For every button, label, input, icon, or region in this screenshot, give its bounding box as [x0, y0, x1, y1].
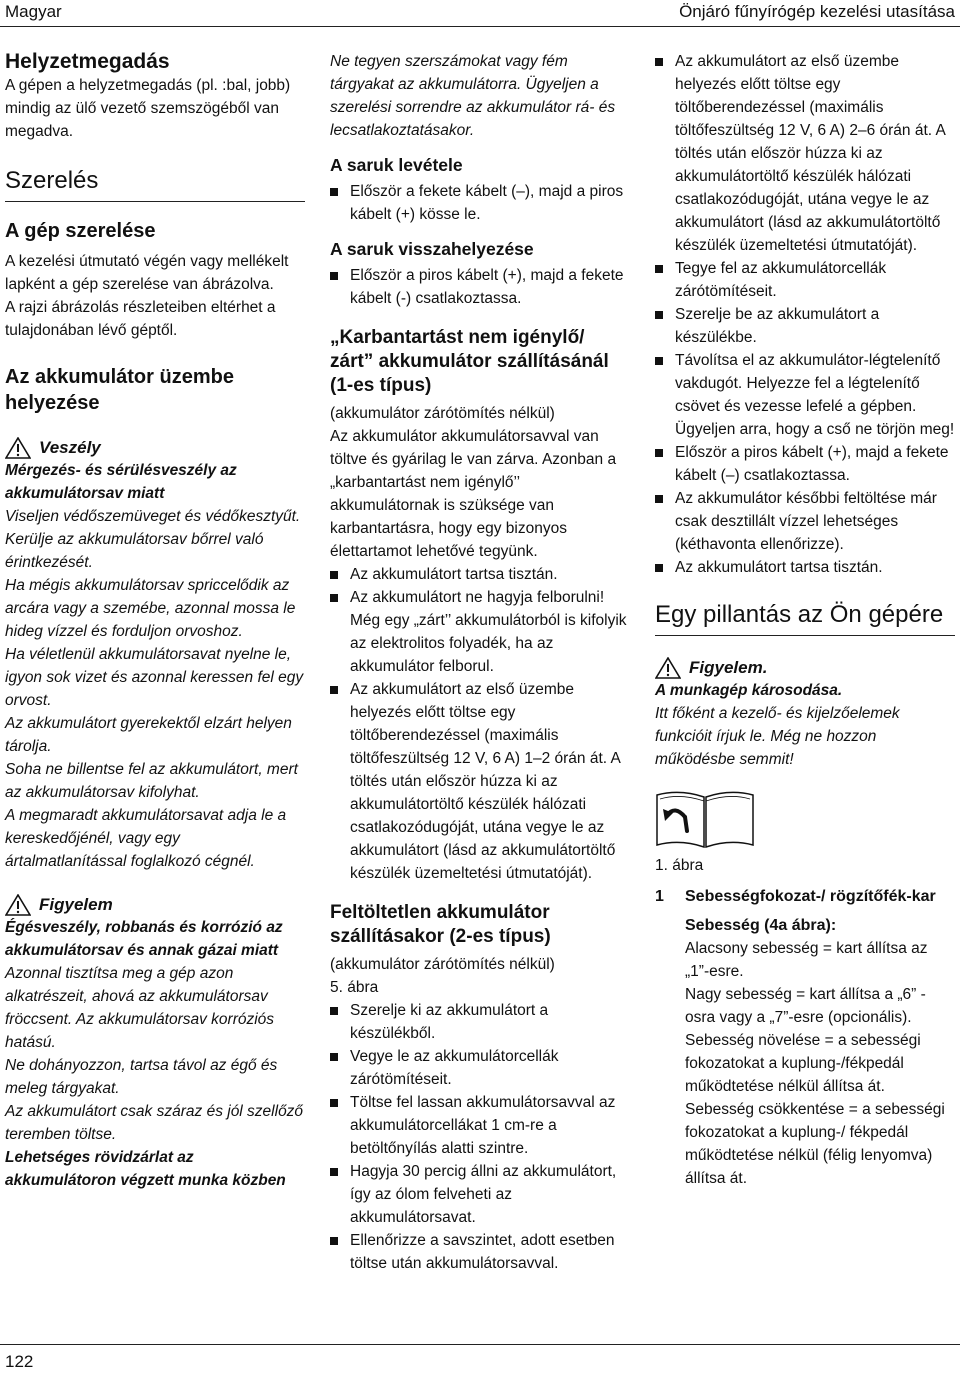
list-item: Szerelje be az akkumulátort a készülékbe.: [655, 303, 955, 349]
warning-triangle-icon: [655, 657, 681, 679]
warning-triangle-icon: [5, 437, 31, 459]
figure-ref-5: 5. ábra: [330, 979, 379, 996]
warning-triangle-icon: [5, 894, 31, 916]
warning-text: Ne dohányozzon, tartsa távol az égő és meleg tárgyakat.: [5, 1057, 278, 1097]
figure-ref-1: 1. ábra: [655, 857, 704, 874]
list-item: Az akkumulátor későbbi feltöltése már csak desztillált vízzel lehetséges (kéthavonta ellenőrizze).: [655, 487, 955, 556]
page-number: 122: [5, 1352, 34, 1371]
heading-saruk-levetele: A saruk levétele: [330, 155, 463, 175]
warning-text: Ha véletlenül akkumulátorsavat nyelne le, igyon sok vizet és azonnal keressen fel egy orvost.: [5, 646, 304, 709]
heading-uncharged: Feltöltetlen akkumulátor szállításakor (2-es típus): [330, 902, 551, 947]
item-number: 1: [655, 888, 664, 905]
warning-danger-label: Veszély: [39, 438, 101, 457]
heading-saruk-visszahelyezese: A saruk visszahelyezése: [330, 239, 534, 259]
column-3: [655, 50, 955, 1190]
paragraph-position: A gépen a helyzetmegadás (pl. :bal, jobb) mindig az ülő vezető szemszögéből van megadva.: [5, 77, 291, 140]
warning-caution: [5, 893, 305, 916]
list-item: Az akkumulátort ne hagyja felborulni! Még egy „zárt’’ akkumulátorból is kifolyik az elektrolitos folyadék, ha az akkumulátor felborul.: [330, 586, 630, 678]
warning-text: Azonnal tisztítsa meg a gép azon alkatrészeit, ahová az akkumulátorsav fröccsent. Az akkumulátorsav korróziós hatású.: [5, 965, 275, 1051]
warning-danger-title: Mérgezés- és sérülésveszély az akkumulátorsav miatt: [5, 462, 237, 502]
paragraph-assembly-2: A rajzi ábrázolás részleteiben eltérhet a tulajdonában lévő géptől.: [5, 299, 276, 339]
item-title: Sebességfokozat-/ rögzítőfék-kar: [685, 888, 936, 905]
paragraph-assembly-1: A kezelési útmutató végén vagy mellékelt lapként a gép szerelése van ábrázolva.: [5, 253, 289, 293]
heading-helyzetmegadas: Helyzetmegadás: [5, 50, 170, 73]
list-uncharged: [330, 999, 630, 1275]
paragraph-maintenance: Az akkumulátor akkumulátorsavval van töltve és gyárilag le van zárva. Azonban a „karbantartást nem igénylő’’ akkumulátornak is szüksége van karbantartásra, hogy egy bizonyos élettartamot lehetővé tegyünk.: [330, 428, 617, 560]
warning-caution-label: Figyelem: [39, 895, 113, 914]
list-item: Az akkumulátort az első üzembe helyezés előtt töltse egy töltőberendezéssel (maximális töltőfeszültség 12 V, 6 A) 1–2 órán át. A töltés után először húzza ki az akkumulátortöltő készülék hálózati csatlakozódugóját, utána vegye le az akkumulátort (lásd az akkumulátortöltő készülék üzemeltetési útmutatóját).: [330, 678, 630, 885]
footer-rule: [0, 1344, 960, 1345]
warning-caution-title: Égésveszély, robbanás és korrózió az akkumulátorsav és annak gázai miatt: [5, 919, 283, 959]
warning-danger: [5, 436, 305, 459]
heading-gep-szerelese: A gép szerelése: [5, 220, 156, 242]
heading-egy-pillantas: Egy pillantás az Ön gépére: [655, 601, 955, 636]
list-item: Távolítsa el az akkumulátor-légtelenítő vakdugót. Helyezze fel a légtelenítő csövet és vezesse lefelé a gépben. Ügyeljen arra, hogy a cső ne törjön meg!: [655, 349, 955, 441]
list-item: Vegye le az akkumulátorcellák zárótömítéseit.: [330, 1045, 630, 1091]
numbered-item: [655, 885, 955, 908]
list-item: Hagyja 30 percig állni az akkumulátort, így az ólom felveheti az akkumulátorsavat.: [330, 1160, 630, 1229]
warning-attention-title: A munkagép károsodása.: [655, 682, 843, 699]
list-item: Tegye fel az akkumulátorcellák zárótömítéseit.: [655, 257, 955, 303]
page-header: [0, 0, 960, 26]
list-item: Töltse fel lassan akkumulátorsavval az akkumulátorcellákat 1 cm-re a betöltőnyílás alatti szintre.: [330, 1091, 630, 1160]
warning-text: Az akkumulátort csak száraz és jól szellőző teremben töltse.: [5, 1103, 304, 1143]
speed-text: Sebesség növelése = a sebességi fokozatokat a kuplung-/fékpedál működtetése nélkül állítsa át.: [685, 1032, 921, 1095]
list-item: Az akkumulátort tartsa tisztán.: [655, 556, 955, 579]
header-rule: [0, 26, 960, 27]
heading-szereles: Szerelés: [5, 167, 305, 202]
list-item: Először a piros kábelt (+), majd a fekete kábelt (–) csatlakoztassa.: [655, 441, 955, 487]
speed-text: Nagy sebesség = kart állítsa a „6” -osra vagy a „7”-esre (opcionális).: [685, 986, 926, 1026]
column-2: [330, 50, 630, 1275]
warning-attention-label: Figyelem.: [689, 658, 768, 677]
header-title: Önjáró fűnyírógép kezelési utasítása: [679, 2, 955, 21]
heading-akkumulator-uzembe: Az akkumulátor üzembe helyezése: [5, 366, 234, 414]
list-item: Ellenőrizze a savszintet, adott esetben töltse után akkumulátorsavval.: [330, 1229, 630, 1275]
speed-text: Sebesség csökkentése = a sebességi fokozatokat a kuplung-/ fékpedál működtetése nélkül (félig lenyomva) állítsa át.: [685, 1101, 945, 1187]
speed-text: Alacsony sebesség = kart állítsa az „1”-esre.: [685, 940, 928, 980]
list-maintenance: [330, 563, 630, 885]
warning-short-circuit: Lehetséges rövidzárlat az akkumulátoron végzett munka közben: [5, 1149, 286, 1189]
list-item: Az akkumulátort tartsa tisztán.: [330, 563, 630, 586]
list-refit-clamps: [330, 264, 630, 310]
list-item: Szerelje ki az akkumulátort a készülékből.: [330, 999, 630, 1045]
speed-section: [685, 914, 955, 1190]
header-language: Magyar: [5, 2, 62, 21]
warning-attention: [655, 656, 955, 679]
heading-maintenance-free: „Karbantartást nem igénylő/ zárt” akkumulátor szállításánál (1-es típus): [330, 327, 609, 396]
warning-text: Viseljen védőszemüveget és védőkesztyűt. Kerülje az akkumulátorsav bőrrel való érintkezését.: [5, 508, 301, 571]
list-item: Először a fekete kábelt (–), majd a piros kábelt (+) kösse le.: [330, 180, 630, 226]
warning-text: Soha ne billentse fel az akkumulátort, mert az akkumulátorsav kifolyhat.: [5, 761, 298, 801]
list-item: Először a piros kábelt (+), majd a fekete kábelt (-) csatlakoztassa.: [330, 264, 630, 310]
paragraph-tools-warning: Ne tegyen szerszámokat vagy fém tárgyakat az akkumulátorra. Ügyeljen a szerelési sorrendre az akkumulátor rá- és lecsatlakoztatásakor.: [330, 53, 616, 139]
subtitle-no-seal: (akkumulátor zárótömítés nélkül): [330, 405, 555, 422]
open-book-icon: [655, 787, 955, 854]
list-remove-clamps: [330, 180, 630, 226]
warning-text: Itt főként a kezelő- és kijelzőelemek funkcióit írjuk le. Még ne hozzon működésbe semmit!: [655, 705, 900, 768]
column-1: [5, 50, 305, 1192]
warning-text: A megmaradt akkumulátorsavat adja le a kereskedőjénél, vagy egy ártalmatlanítással foglalkozó cégnél.: [5, 807, 287, 870]
warning-text: Ha mégis akkumulátorsav spriccelődik az arcára vagy a szemébe, azonnal mossa le hideg vízzel és forduljon orvoshoz.: [5, 577, 296, 640]
subtitle-no-seal-2: (akkumulátor zárótömítés nélkül): [330, 956, 555, 973]
warning-text: Az akkumulátort gyerekektől elzárt helyen tárolja.: [5, 715, 292, 755]
list-item: Az akkumulátort az első üzembe helyezés előtt töltse egy töltőberendezéssel (maximális töltőfeszültség 12 V, 6 A) 2–6 órán át. A töltés után először húzza ki az akkumulátortöltő készülék hálózati csatlakozódugóját, utána vegye le az akkumulátort (lásd az akkumulátortöltő készülék üzemeltetési útmutatóját).: [655, 50, 955, 257]
speed-heading: Sebesség (4a ábra):: [685, 917, 837, 934]
list-charging: [655, 50, 955, 579]
